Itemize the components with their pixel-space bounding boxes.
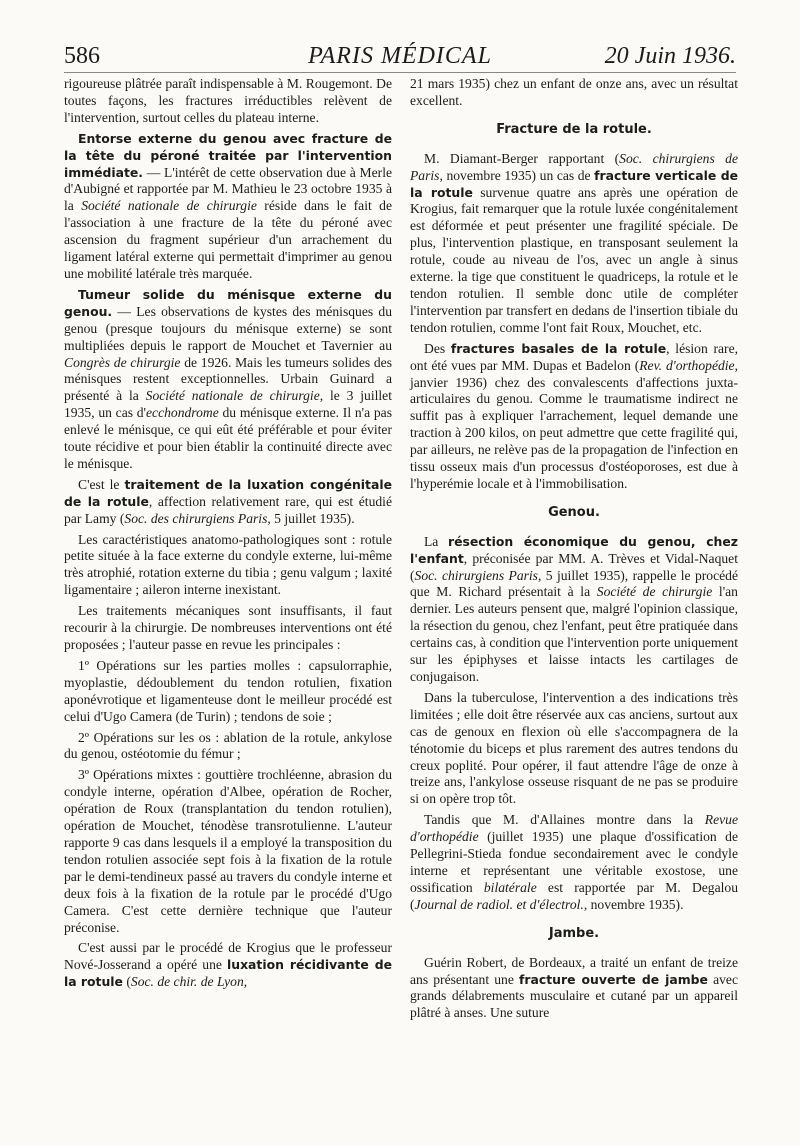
text: Tandis que M. d'Allaines montre dans la: [424, 812, 705, 828]
text: , janvier 1936) chez des convalescents d'affections juxta-articulaires du genou. Comme le traumatisme indirect ne suffit pas à expliquer l'arrachement, lequel demande une traction à 200 kilos, on peut admettre que cette fragilité qui, par ailleurs, ne relève pas de la propagation de l'infection en tissu osseux mais d'un processus d'ostéoporoses, est due à l'hyperémie locale et à l'immobilisation.: [410, 357, 738, 491]
text: , 5 juillet 1935).: [267, 510, 355, 526]
paragraph: 21 mars 1935) chez un enfant de onze ans, avec un résultat excellent.: [410, 76, 738, 108]
paragraph: Les caractéristiques anatomo-pathologiques sont : rotule petite située à la face externe du condyle externe, lui-même très atrophié, rotation externe du tibia ; genu valgum ; laxité ligamentaire ; aileron interne inexistant.: [64, 531, 392, 598]
text: C'est aussi par le procédé de Krogius que le professeur Nové-Josserand a opéré une: [64, 940, 392, 973]
bold-phrase: fracture verticale de la rotule: [410, 167, 738, 200]
text: (juillet 1935) une plaque d'ossification de Pellegrini-Stieda fondue secondairement avec le condyle interne et représentant une véritable exostose, une ossification: [410, 829, 738, 895]
italic-text: Congrès de chirurgie: [64, 354, 181, 370]
paragraph: Dans la tuberculose, l'intervention a des indications très limitées ; elle doit être réservée aux cas anciens, surtout aux cas de genoux en flexion où elle s'accompagnera de la ténotomie du biceps et plus rarement des autres tendons du creux poplité. Pour opérer, il faut attendre l'âge de onze à treize ans, l'ankylose osseuse risquant de ne pas se produire si on opère trop tôt.: [410, 689, 738, 807]
journal-title: PARIS MÉDICAL: [308, 43, 492, 69]
text: — L'intérêt de cette observation due à Merle d'Aubigné et rapportée par M. Mathieu le 23 octobre 1935 à la: [64, 164, 392, 214]
page-header: [64, 42, 736, 73]
bold-phrase: résection économique du genou, chez l'enfant: [410, 533, 738, 566]
italic-text: Soc. chirurgiens de Paris: [410, 150, 738, 183]
text: (: [122, 974, 131, 990]
paragraph: 1º Opérations sur les parties molles : capsulorraphie, myoplastie, dédoublement du tendon rotulien, fixation aponévrotique et ligamenteuse dont le meilleur procédé est celui d'Ugo Camera (de Turin) ; tendons de soie ;: [64, 657, 392, 724]
paragraph: [410, 341, 738, 493]
bold-phrase: traitement de la luxation congénitale de la rotule: [64, 476, 392, 509]
text: , novembre 1935).: [583, 896, 684, 912]
text: Des: [424, 340, 451, 356]
bold-heading: Tumeur solide du ménisque externe du genou.: [64, 286, 392, 319]
italic-text: Soc. chirurgiens Paris: [414, 567, 538, 583]
text: , 5 juillet 1935), rappelle le procédé que M. Richard présentait à la: [410, 567, 738, 600]
bold-phrase: fractures basales de la rotule: [450, 340, 667, 356]
italic-text: Rev. d'orthopédie: [639, 357, 735, 373]
text: l'an dernier. Les auteurs pensent que, malgré l'opinion classique, la résection du genou, chez l'enfant, peut être pratiquée dans certains cas, à condition que l'intervention porte uniquement sur les épiphyses et laisse intacts les cartilages de conjugaison.: [410, 584, 738, 684]
text: La: [424, 533, 449, 549]
text: Guérin Robert, de Bordeaux, a traité un enfant de treize ans présentant une: [410, 954, 738, 987]
text: C'est le: [78, 476, 125, 492]
text: survenue quatre ans après une opération de Krogius, fait remarquer que la rotule luxée congénitalement est déformée et peut présenter une fragilité spéciale. De plus, l'intervention plastique, en transposant seulement la rotule, coude au niveau de l'os, avec un angle à sinus externe. la tige que constituent le quadriceps, la rotule et le tendon rotulien. Il semble donc utile de compléter l'intervention par transfert en dedans de l'insertion tibiale du tendon rotulien, comme l'ont fait Roux, Mouchet, etc.: [410, 184, 738, 335]
italic-text: Journal de radiol. et d'électrol.: [414, 896, 584, 912]
text: — Les observations de kystes des ménisques du genou (presque toujours du ménisque externe) se sont multipliées depuis le rapport de Mouchet et Tavernier au: [64, 303, 392, 353]
italic-text: ecchondrome: [146, 405, 219, 421]
text: du ménisque externe. Il n'a pas enlevé le ménisque, ce qui eût été préférable et pour éviter toute récidive et pour bien établir la continuité directe avec le ménisque.: [64, 405, 392, 471]
section-title-genou: Genou.: [548, 504, 600, 520]
italic-text: Revue d'orthopédie: [410, 812, 738, 845]
issue-date: 20 Juin 1936.: [604, 43, 736, 69]
paragraph: [410, 955, 738, 1023]
paragraph: [410, 812, 738, 913]
section-title-jambe: Jambe.: [548, 925, 600, 941]
paragraph: 3º Opérations mixtes : gouttière trochléenne, abrasion du condyle interne, opération d'Albee, opération de Rocher, opération de Roux (transplantation du tendon rotulien), opération de Mouchet, ténodèse transrotulienne. L'auteur rapporte 9 cas dans lesquels il a employé la transposition du tendon rotulien associée sept fois à la fixation de la rotule par le demi-tendineux passé au travers du condyle interne et deux fois à la fixation de la rotule par le procédé d'Ugo Camera. C'est cette dernière technique que l'auteur préconise.: [64, 767, 392, 935]
italic-text: bilatérale: [483, 879, 537, 895]
text: , le 3 juillet 1935, un cas d': [64, 388, 392, 421]
paragraph: [410, 534, 738, 686]
page-number: 586: [64, 43, 100, 69]
bold-phrase: fracture ouverte de jambe: [519, 971, 708, 987]
bold-heading: Entorse externe du genou avec fracture de la tête du péroné traitée par l'intervention immédiate.: [64, 130, 392, 180]
italic-text: Soc. de chir. de Lyon,: [130, 974, 248, 990]
text: , novembre 1935) un cas de: [439, 167, 595, 183]
italic-text: Société nationale de chirurgie: [145, 388, 320, 404]
text: , lésion rare, ont été vues par MM. Dupas et Badelon (: [410, 340, 739, 373]
text: réside dans le fait de l'association à une fracture de la tête du péroné avec ascension du fragment supérieur d'un arrachement du ligament latéral externe qui permettait d'imprimer au genou une mobilité latérale très marquée.: [64, 198, 392, 281]
text: de 1926. Mais les tumeurs solides des ménisques restent exceptionnelles. Urbain Guinard a présenté à la: [64, 354, 392, 404]
text: avec grands délabrements musculaire et cutané par un appareil plâtré à anses. Une suture: [410, 971, 738, 1021]
paragraph: rigoureuse plâtrée paraît indispensable à M. Rougemont. De toutes façons, les fractures irréductibles relèvent de l'intervention, surtout celles du plateau interne.: [64, 76, 392, 125]
italic-text: Société de chirurgie: [596, 584, 713, 600]
text: , préconisée par MM. A. Trèves et Vidal-Naquet (: [410, 550, 738, 583]
left-column: [64, 76, 392, 995]
text: M. Diamant-Berger rapportant (: [424, 150, 620, 166]
paragraph: 2º Opérations sur les os : ablation de la rotule, ankylose du genou, ostéotomie du fémur ;: [64, 729, 392, 762]
italic-text: Soc. des chirurgiens Paris: [124, 510, 268, 526]
text: est rapportée par M. Degalou (: [410, 879, 739, 912]
bold-phrase: luxation récidivante de la rotule: [64, 957, 392, 990]
paragraph: [410, 151, 738, 337]
paragraph: [64, 287, 392, 473]
paragraph: [64, 477, 392, 528]
paragraph: [64, 131, 392, 283]
right-column: [410, 76, 738, 1026]
italic-text: Société nationale de chirurgie: [81, 198, 257, 214]
section-title-rotule: Fracture de la rotule.: [496, 121, 652, 137]
paragraph: [64, 940, 392, 991]
paragraph: Les traitements mécaniques sont insuffisants, il faut recourir à la chirurgie. De nombreuses interventions ont été proposées ; l'auteur passe en revue les principales :: [64, 603, 392, 652]
text: , affection relativement rare, qui est étudié par Lamy (: [64, 493, 392, 526]
